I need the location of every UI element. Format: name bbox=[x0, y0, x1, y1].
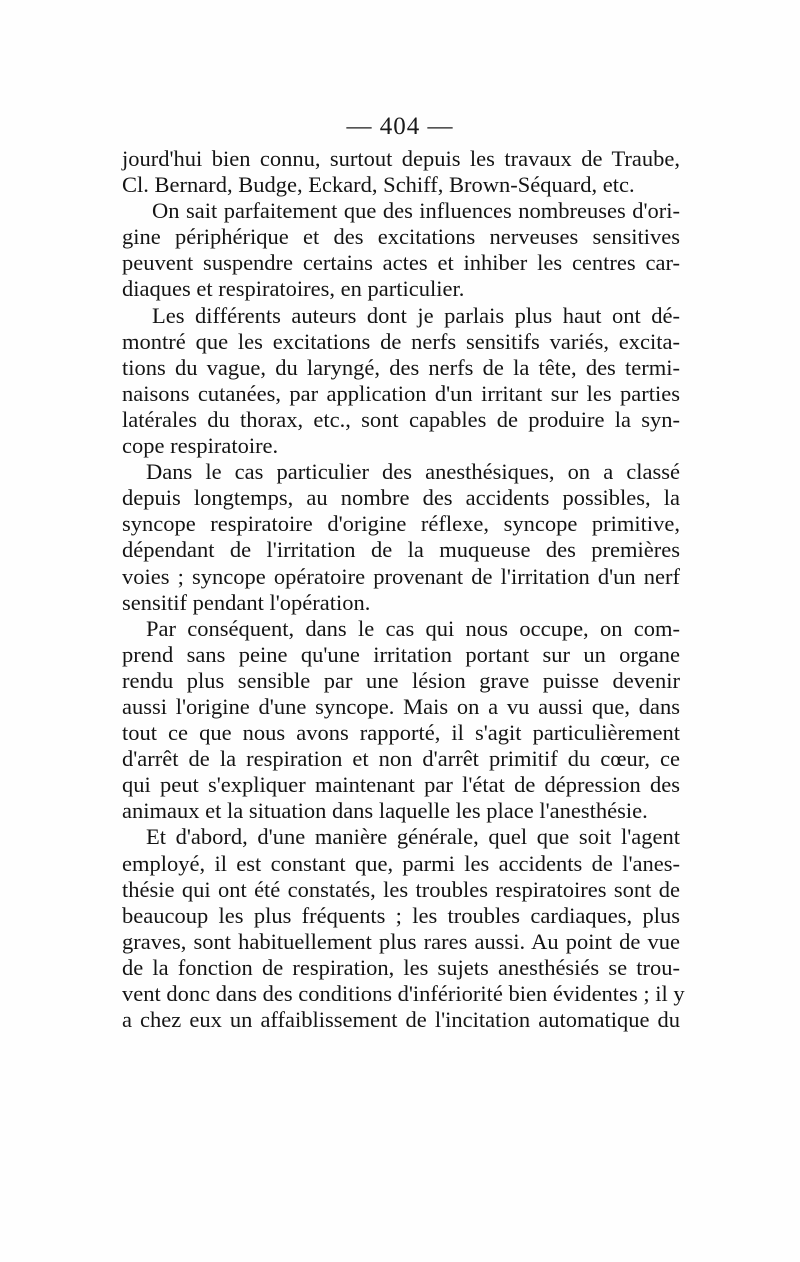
text-line: cope respiratoire. bbox=[122, 433, 279, 459]
page-number: — 404 — bbox=[346, 113, 454, 140]
text-line: thésie qui ont été constatés, les troubles respiratoires sont de bbox=[122, 876, 680, 902]
paragraph-first-line: On sait parfaitement que des influences nombreuses d'ori- bbox=[152, 198, 680, 224]
text-line: peuvent suspendre certains actes et inhiber les centres car- bbox=[122, 250, 680, 276]
body-text bbox=[122, 146, 685, 1033]
text-line: de la fonction de respiration, les sujets anesthésiés se trou- bbox=[122, 954, 680, 980]
text-line: sensitif pendant l'opération. bbox=[122, 589, 371, 615]
paragraph-first-line: Dans le cas particulier des anesthésiques, on a classé bbox=[146, 459, 680, 485]
text-line: depuis longtemps, au nombre des accidents possibles, la bbox=[122, 485, 680, 511]
text-line: latérales du thorax, etc., sont capables de produire la syn- bbox=[122, 406, 680, 432]
text-line: Cl. Bernard, Budge, Eckard, Schiff, Brown-Séquard, etc. bbox=[122, 172, 635, 198]
text-line: qui peut s'expliquer maintenant par l'état de dépression des bbox=[122, 772, 680, 798]
text-line: a chez eux un affaiblissement de l'incitation automatique du bbox=[122, 1007, 680, 1033]
text-line: d'arrêt de la respiration et non d'arrêt primitif du cœur, ce bbox=[122, 746, 680, 772]
text-line: voies ; syncope opératoire provenant de l'irritation d'un nerf bbox=[122, 563, 680, 589]
text-line: syncope respiratoire d'origine réflexe, syncope primitive, bbox=[122, 511, 680, 537]
text-line: animaux et la situation dans laquelle les place l'anesthésie. bbox=[122, 798, 648, 824]
text-line: diaques et respiratoires, en particulier. bbox=[122, 276, 465, 302]
text-line: dépendant de l'irritation de la muqueuse des premières bbox=[122, 537, 680, 563]
text-line: naisons cutanées, par application d'un irritant sur les parties bbox=[122, 380, 680, 406]
paragraph-first-line: Les différents auteurs dont je parlais plus haut ont dé- bbox=[152, 302, 680, 328]
text-line: jourd'hui bien connu, surtout depuis les travaux de Traube, bbox=[122, 146, 680, 171]
text-line: gine périphérique et des excitations nerveuses sensitives bbox=[122, 224, 680, 250]
text-line: employé, il est constant que, parmi les accidents de l'anes- bbox=[122, 850, 680, 876]
text-line: beaucoup les plus fréquents ; les troubles cardiaques, plus bbox=[122, 902, 680, 928]
text-line: tout ce que nous avons rapporté, il s'agit particulièrement bbox=[122, 720, 680, 746]
text-line: aussi l'origine d'une syncope. Mais on a vu aussi que, dans bbox=[122, 693, 680, 719]
text-line: montré que les excitations de nerfs sensitifs variés, excita- bbox=[122, 328, 680, 354]
paragraph-first-line: Par conséquent, dans le cas qui nous occupe, on com- bbox=[146, 615, 680, 641]
text-line: prend sans peine qu'une irritation portant sur un organe bbox=[122, 641, 680, 667]
text-line: tions du vague, du laryngé, des nerfs de la tête, des termi- bbox=[122, 354, 680, 380]
text-line: vent donc dans des conditions d'infériorité bien évidentes ; il y bbox=[122, 981, 685, 1006]
paragraph-first-line: Et d'abord, d'une manière générale, quel que soit l'agent bbox=[146, 824, 680, 850]
text-line: rendu plus sensible par une lésion grave puisse devenir bbox=[122, 667, 680, 693]
text-line: graves, sont habituellement plus rares aussi. Au point de vue bbox=[122, 928, 680, 954]
